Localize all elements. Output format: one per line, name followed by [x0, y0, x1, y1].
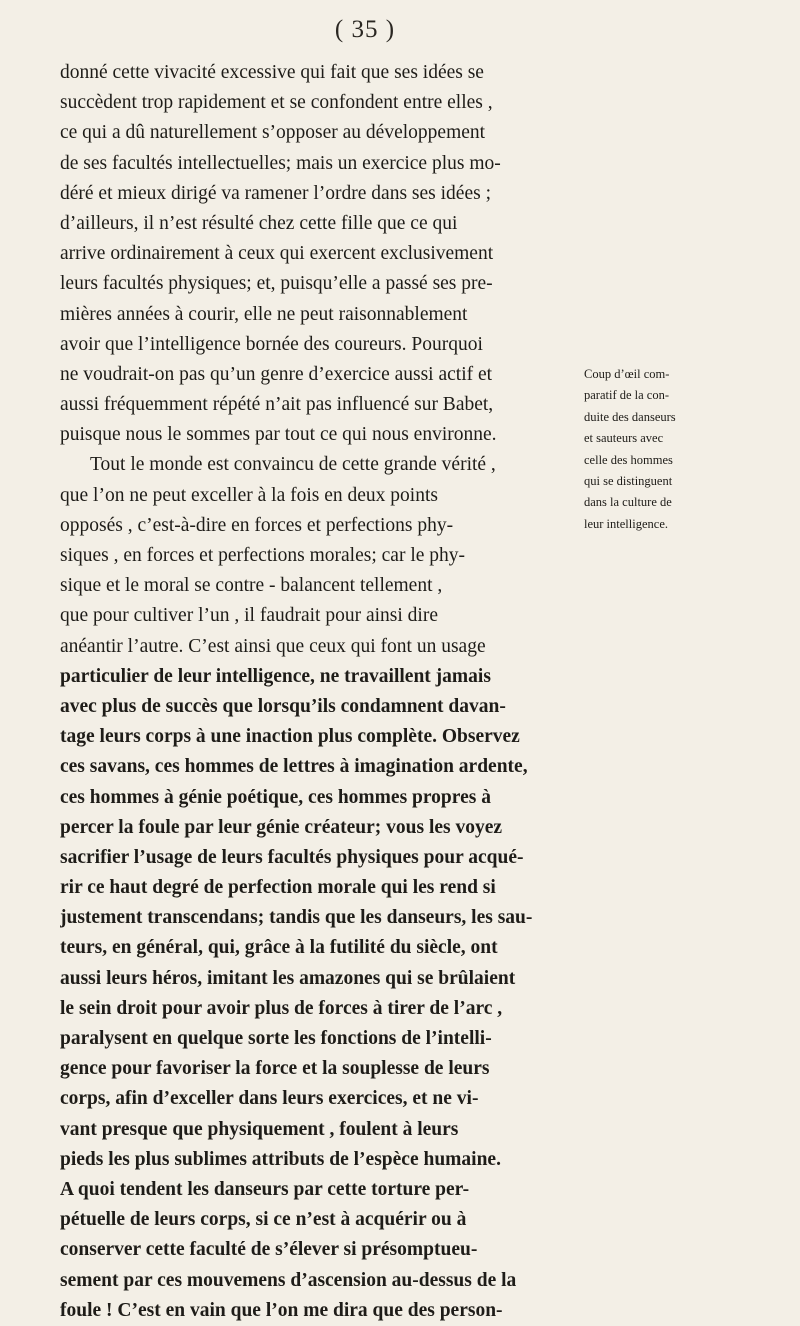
- text-line: donné cette vivacité excessive qui fait que ses idées se: [60, 62, 484, 83]
- text-line: opposés , c’est-à-dire en forces et perfections phy-: [60, 514, 454, 536]
- text-line: justement transcendans; tandis que les danseurs, les sau-: [60, 907, 533, 929]
- text-line: sement par ces mouvemens d’ascension au-dessus de la: [60, 1269, 517, 1291]
- text-line: déré et mieux dirigé va ramener l’ordre dans ses idées ;: [60, 182, 491, 204]
- text-line: pétuelle de leurs corps, si ce n’est à acquérir ou à: [60, 1209, 467, 1231]
- text-line: le sein droit pour avoir plus de forces à tirer de l’arc ,: [60, 997, 503, 1019]
- margin-note-line: Coup d’œil com-: [584, 367, 670, 381]
- text-line: ce qui a dû naturellement s’opposer au développement: [60, 122, 486, 144]
- text-line: avoir que l’intelligence bornée des coureurs. Pourquoi: [60, 333, 483, 355]
- text-line: que l’on ne peut exceller à la fois en deux points: [60, 484, 438, 506]
- text-line: rir ce haut degré de perfection morale qui les rend si: [60, 877, 496, 899]
- text-line: d’ailleurs, il n’est résulté chez cette fille que ce qui: [60, 212, 458, 234]
- margin-note-line: duite des danseurs: [584, 409, 676, 424]
- text-line: de ses facultés intellectuelles; mais un exercice plus mo-: [60, 152, 501, 174]
- margin-note-line: leur intelligence.: [584, 516, 668, 531]
- margin-note: [584, 364, 784, 535]
- text-line: sacrifier l’usage de leurs facultés physiques pour acqué-: [60, 846, 524, 868]
- text-line: succèdent trop rapidement et se confondent entre elles ,: [60, 92, 493, 114]
- text-line: vant presque que physiquement , foulent à leurs: [60, 1118, 459, 1140]
- text-line: leurs facultés physiques; et, puisqu’elle a passé ses pre-: [60, 273, 493, 295]
- text-line: paralysent en quelque sorte les fonctions de l’intelli-: [60, 1028, 492, 1049]
- margin-note-line: et sauteurs avec: [584, 431, 664, 446]
- text-line: A quoi tendent les danseurs par cette torture per-: [60, 1178, 470, 1200]
- text-line: aussi leurs héros, imitant les amazones qui se brûlaient: [60, 967, 516, 989]
- text-line: percer la foule par leur génie créateur; vous les voyez: [60, 816, 503, 838]
- text-line: gence pour favoriser la force et la souplesse de leurs: [60, 1058, 490, 1080]
- margin-note-line: dans la culture de: [584, 495, 672, 510]
- text-line: pieds les plus sublimes attributs de l’espèce humaine.: [60, 1148, 501, 1170]
- margin-note-line: qui se distinguent: [584, 473, 673, 488]
- margin-note-line: celle des hommes: [584, 452, 673, 467]
- text-line: anéantir l’autre. C’est ainsi que ceux qui font un usage: [60, 635, 486, 657]
- text-line: ces savans, ces hommes de lettres à imagination ardente,: [60, 756, 528, 778]
- text-line: aussi fréquemment répété n’ait pas influencé sur Babet,: [60, 394, 494, 416]
- text-line: Tout le monde est convaincu de cette grande vérité ,: [90, 454, 496, 476]
- text-line: corps, afin d’exceller dans leurs exercices, et ne vi-: [60, 1088, 479, 1110]
- text-line: tage leurs corps à une inaction plus complète. Observez: [60, 726, 520, 748]
- text-line: que pour cultiver l’un , il faudrait pour ainsi dire: [60, 605, 438, 627]
- text-line: ces hommes à génie poétique, ces hommes propres à: [60, 786, 491, 808]
- main-text-block: [60, 58, 760, 1326]
- text-line: avec plus de succès que lorsqu’ils condamnent davan-: [60, 695, 506, 717]
- text-line: conserver cette faculté de s’élever si présomptueu-: [60, 1239, 478, 1261]
- text-line: sique et le moral se contre - balancent tellement ,: [60, 575, 443, 597]
- text-line: mières années à courir, elle ne peut raisonnablement: [60, 303, 468, 325]
- text-line: foule ! C’est en vain que l’on me dira que des person-: [60, 1299, 503, 1321]
- text-line: particulier de leur intelligence, ne travaillent jamais: [60, 665, 491, 687]
- page-number: ( 35 ): [334, 16, 396, 43]
- text-line: arrive ordinairement à ceux qui exercent exclusivement: [60, 243, 494, 265]
- text-line: ne voudrait-on pas qu’un genre d’exercice aussi actif et: [60, 363, 493, 385]
- margin-note-line: paratif de la con-: [584, 388, 670, 403]
- text-line: puisque nous le sommes par tout ce qui nous environne.: [60, 424, 497, 446]
- text-line: teurs, en général, qui, grâce à la futilité du siècle, ont: [60, 937, 498, 959]
- text-line: siques , en forces et perfections morales; car le phy-: [60, 545, 466, 566]
